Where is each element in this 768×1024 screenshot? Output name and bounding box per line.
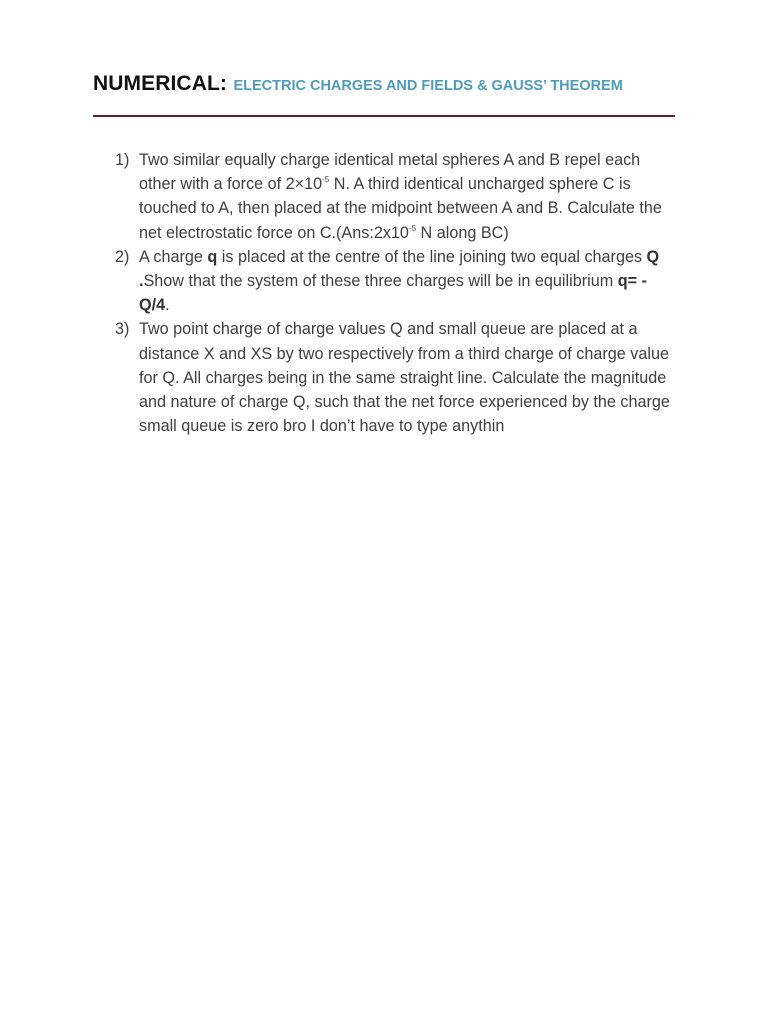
question-text [139,248,659,314]
exponent: -5 [322,175,330,185]
question-text-part: N along BC) [416,223,509,242]
question-text-part: Show that the system of these three charges will be in equilibrium [143,272,618,291]
question-item [115,148,675,245]
question-item [115,317,675,438]
bold-term: Q . [139,247,660,291]
question-text [139,151,662,242]
heading-divider [93,115,675,117]
question-text-part: N. A third identical uncharged sphere C is touched to A, then placed at the midpoint between A and B. Calculate the net electrostatic force on C.(Ans:2x10 [139,175,662,242]
question-number: 1) [115,151,130,169]
question-text-part: is placed at the centre of the line joining two equal charges [217,247,647,266]
question-text-part: A charge [139,247,208,266]
heading-subtitle: ELECTRIC CHARGES AND FIELDS & GAUSS’ THEOREM [233,78,623,94]
question-text: Two point charge of charge values Q and small queue are placed at a distance X and XS by two respectively from a third charge of charge value for Q. All charges being in the same straight line. Calculate the magnitude and nature of charge Q, such that the net force experienced by the charge small queue is zero bro I don’t have to type anythin [139,320,670,436]
question-item [115,245,675,318]
document-heading [93,72,675,96]
exponent: -5 [408,223,417,233]
bold-term: q [207,247,218,266]
question-text-part: . [165,296,170,315]
bold-term: q= -Q/4 [139,272,647,315]
question-number: 2) [115,247,130,266]
question-list [115,148,675,438]
question-text-part: Two similar equally charge identical metal spheres A and B repel each other with a force of 2×10 [139,151,641,194]
heading-title: NUMERICAL: [93,72,227,95]
question-number: 3) [115,320,130,339]
